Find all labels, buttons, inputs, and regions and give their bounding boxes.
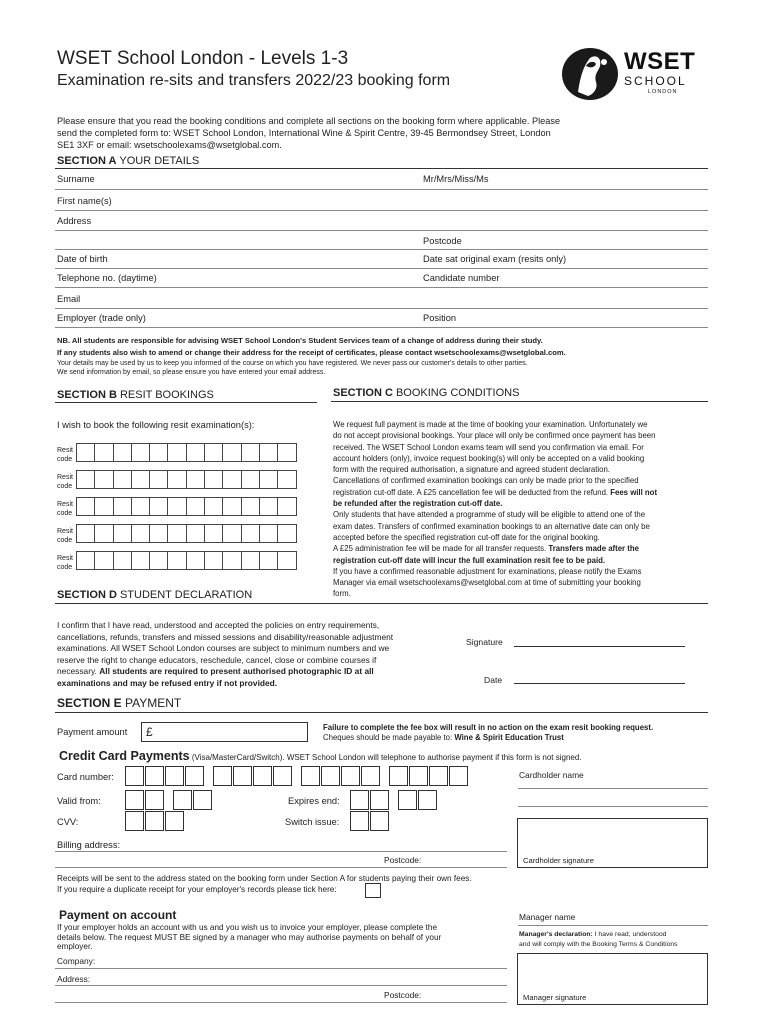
cvv-boxes[interactable] [125,811,185,831]
section-c-heading: SECTION C BOOKING CONDITIONS [333,387,520,399]
valid-from-label: Valid from: [57,796,101,806]
signature-label: Signature [466,637,503,647]
resit-code-label: Resit code [57,474,73,490]
declaration-text: I confirm that I have read, understood and accepted the policies on entry requirements, cancellations, refunds, transfers and missed sessions and disability/reasonable adjustment examinations. All WSET School London courses are subject to minimum numbers and we reserve the right to change educators, reschedule, cancel, close or combine courses if necessary. All students are required to present authorised photographic ID at all examinations and may be refused entry if not provided. [57,620,394,688]
resit-code-input[interactable] [76,497,296,516]
cardholder-signature-label: Cardholder signature [523,856,594,865]
payment-amount-label: Payment amount [57,727,128,737]
date-sat-label: Date sat original exam (resits only) [423,254,567,264]
logo-word-london: LONDON [648,89,678,95]
card-number-boxes[interactable] [125,766,469,786]
cardholder-signature-box[interactable] [517,818,708,868]
booking-conditions-text: We request full payment is made at the time of booking your examination. Unfortunately we do not accept provisional bookings. Your place will only be confirmed once payment has been received. The WSET School London exams team will send you confirmation via email. For account holders (only), invoice request booking(s) will only be accepted on a valid booking form with the required authorisation, a signature and agreed student declaration. Cancellations of confirmed examination bookings can only be made prior to the specified registration cut-off date. A £25 cancellation fee will be deducted from the refund. Fees will not be refunded after the registration cut-off date. Only students that have attended a programme of study will be eligible to attend one of the exam dates. Transfers of confirmed examination bookings to an alternative date can only be accepted before the specified registration cut-off date for the original booking. A £25 administration fee will be made for all transfer requests. Transfers made after the registration cut-off date will incur the full examination resit fee to be paid. If you have a confirmed reasonable adjustment for examinations, please notify the Exams Manager via email wsetschoolexams@wsetglobal.com at time of submitting your booking form. [333,420,658,599]
payment-amount-input[interactable] [141,722,308,742]
section-d-heading: SECTION D STUDENT DECLARATION [57,589,253,601]
telephone-label: Telephone no. (daytime) [57,273,157,283]
resit-code-input[interactable] [76,551,296,570]
intro-line: SE1 3XF or email: wsetschoolexams@wsetglobal.com. [57,140,282,150]
resit-code-input[interactable] [76,524,296,543]
surname-label: Surname [57,174,95,184]
duplicate-receipt-checkbox[interactable] [365,883,381,898]
page-subtitle: Examination re-sits and transfers 2022/23 booking form [57,72,451,89]
resit-code-label: Resit code [57,528,73,544]
intro-line: Please ensure that you read the booking conditions and complete all sections on the booking form where applicable. Please [57,116,561,126]
resit-code-input[interactable] [76,470,296,489]
billing-address-label: Billing address: [57,840,121,850]
company-label: Company: [57,956,96,966]
payment-on-account-text: If your employer holds an account with us and you wish us to invoice your employer, please complete the details below. The request MUST BE signed by a manager who may authorise payments on behalf of your employer. [57,923,442,952]
receipts-text: Receipts will be sent to the address stated on the booking form under Section A for students paying their own fees. If you require a duplicate receipt for your employer's records please tick here: [57,874,472,894]
switch-issue-label: Switch issue: [285,817,340,827]
resit-code-input[interactable] [76,443,296,462]
title-label: Mr/Mrs/Miss/Ms [423,174,489,184]
pound-sign: £ [146,725,153,739]
switch-issue-boxes[interactable] [350,811,390,831]
logo-word-wset: WSET [624,48,696,75]
wset-logo [560,48,720,102]
payment-on-account-heading: Payment on account [59,908,177,922]
valid-from-boxes[interactable] [125,790,213,810]
manager-signature-box[interactable] [517,953,708,1005]
section-a-heading: SECTION A YOUR DETAILS [57,155,200,167]
cvv-label: CVV: [57,817,79,827]
cardholder-name-label: Cardholder name [519,770,584,780]
section-b-heading: SECTION B RESIT BOOKINGS [57,389,214,401]
postcode-label: Postcode [423,236,462,246]
logo-word-school: SCHOOL [624,74,687,88]
position-label: Position [423,313,457,323]
poa-address-label: Address: [57,974,91,984]
date-line[interactable] [514,683,685,684]
wset-emblem-icon [560,46,620,102]
expires-end-label: Expires end: [288,796,340,806]
privacy-text: Your details may be used by us to keep you informed of the course on which you have registered. We never pass our customer's details to other parties. We send information by email, so please ensure you have entered your email address. [57,360,528,376]
address-label: Address [57,216,92,226]
page-title: WSET School London - Levels 1-3 [57,48,349,69]
poa-postcode-label: Postcode: [384,990,422,1000]
signature-line[interactable] [514,646,685,647]
resit-intro: I wish to book the following resit examination(s): [57,420,255,430]
failure-text: Failure to complete the fee box will result in no action on the exam resit booking request. [323,723,654,732]
section-e-heading: SECTION E PAYMENT [57,696,182,710]
manager-name-label: Manager name [519,912,576,922]
billing-postcode-label: Postcode: [384,855,422,865]
card-number-label: Card number: [57,772,114,782]
candidate-number-label: Candidate number [423,273,500,283]
resit-code-label: Resit code [57,555,73,571]
manager-signature-label: Manager signature [523,993,587,1002]
date-label: Date [484,675,503,685]
manager-declaration-text: Manager's declaration: I have read, understood and will comply with the Booking Terms & Conditions [519,931,678,948]
expires-end-boxes[interactable] [350,790,438,810]
first-names-label: First name(s) [57,196,112,206]
credit-card-heading: Credit Card Payments (Visa/MasterCard/Switch). WSET School London will telephone to authorise payment if this form is not signed. [59,749,582,763]
intro-line: send the completed form to: WSET School London, International Wine & Spirit Centre, 39-45 Bermondsey Street, London [57,128,551,138]
employer-label: Employer (trade only) [57,313,146,323]
dob-label: Date of birth [57,254,108,264]
resit-code-label: Resit code [57,501,73,517]
intro-text [57,115,697,151]
cheques-text: Cheques should be made payable to: Wine & Spirit Education Trust [323,733,564,742]
nb-text: NB. All students are responsible for advising WSET School London's Student Services team of a change of address during their study. If any students also wish to amend or change their address for the receipt of certificates, please contact wsetschoolexams@wsetglobal.com. [57,336,566,357]
email-label: Email [57,294,81,304]
resit-code-label: Resit code [57,447,73,463]
